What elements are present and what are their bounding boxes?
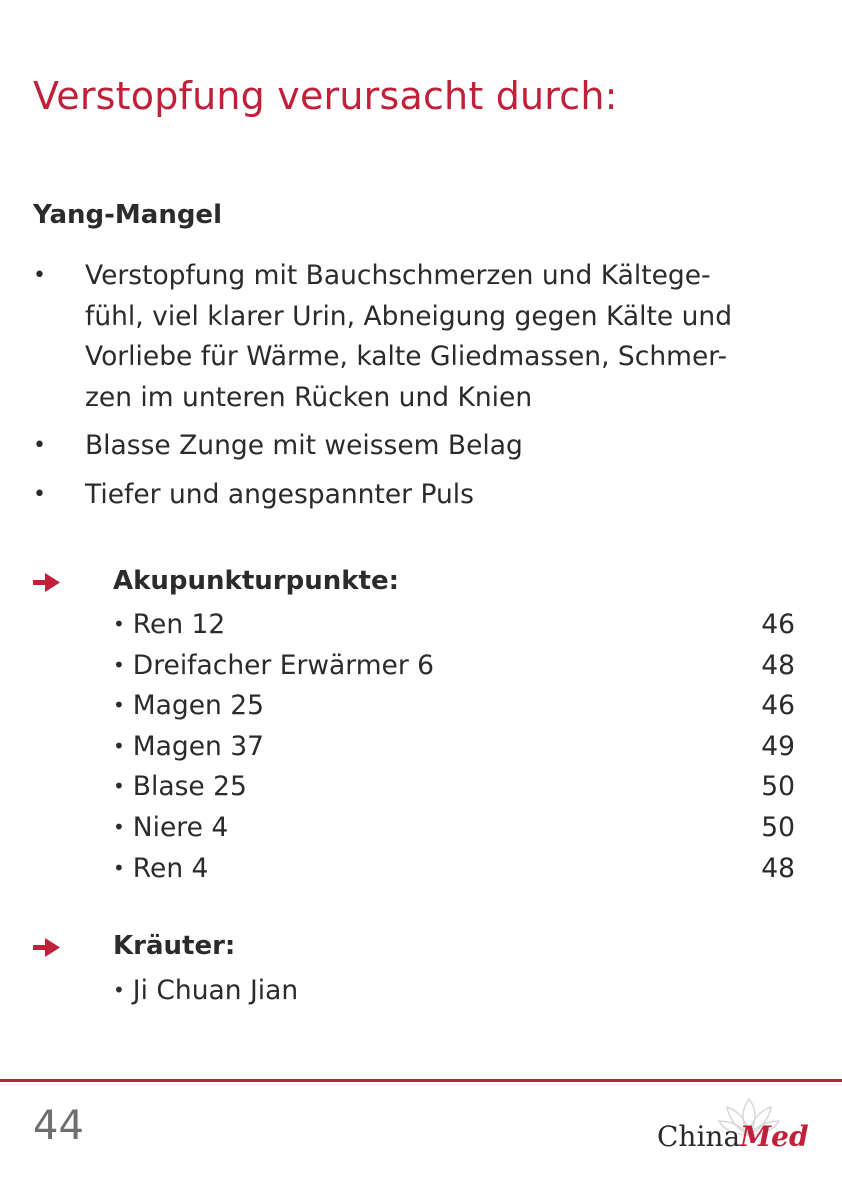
acupuncture-heading: Akupunkturpunkte:: [113, 566, 399, 596]
arrow-right-icon: [33, 572, 61, 594]
acupoint-row: [113, 727, 795, 768]
acupoint-name: • Ren 12: [113, 605, 225, 647]
logo-wordmark: [657, 1120, 809, 1153]
acupoint-page: 46: [761, 690, 795, 722]
symptom-item: [33, 256, 813, 418]
symptom-line: Tiefer und angespannter Puls: [85, 478, 474, 510]
symptom-line: zen im unteren Rücken und Knien: [85, 381, 533, 413]
acupoint-page: 50: [761, 811, 795, 843]
footer-divider: [0, 1079, 842, 1082]
chinamed-logo: [655, 1095, 815, 1157]
symptom-list: [33, 256, 813, 523]
acupoint-page: 48: [761, 852, 795, 884]
acupoint-name: • Magen 37: [113, 727, 264, 769]
acupoint-name: • Blase 25: [113, 767, 247, 809]
acupoint-row: [113, 808, 795, 849]
acupoint-name: • Dreifacher Erwärmer 6: [113, 646, 434, 688]
section-heading: Yang-Mangel: [33, 200, 222, 230]
acupoint-row: [113, 646, 795, 687]
bullet-marker: •: [33, 481, 46, 507]
symptom-line: Vorliebe für Wärme, kalte Gliedmassen, Schmer-: [85, 341, 728, 372]
acupoint-name: • Magen 25: [113, 686, 264, 728]
acupoint-page: 50: [761, 771, 795, 803]
herbs-heading: Kräuter:: [113, 931, 236, 961]
arrow-right-icon: [33, 937, 61, 959]
bullet-marker: •: [33, 263, 46, 288]
acupoint-page: 46: [761, 609, 795, 640]
acupoint-page: 49: [761, 730, 795, 762]
acupoint-page: 48: [761, 649, 795, 681]
page-title: Verstopfung verursacht durch:: [33, 74, 618, 118]
symptom-line: fühl, viel klarer Urin, Abneigung gegen Kälte und: [85, 300, 733, 332]
symptom-line: Verstopfung mit Bauchschmerzen und Kältege-: [85, 260, 711, 291]
acupoint-name: • Ren 4: [113, 849, 208, 891]
acupuncture-list: [113, 605, 795, 889]
logo-text-med: Med: [740, 1120, 809, 1153]
acupoint-name: • Niere 4: [113, 808, 228, 850]
herb-name: • Ji Chuan Jian: [113, 971, 298, 1013]
herb-row: [113, 971, 795, 1012]
symptom-item: [33, 426, 813, 467]
acupoint-row: [113, 605, 795, 646]
page-number: 44: [33, 1103, 84, 1149]
acupoint-row: [113, 849, 795, 890]
bullet-marker: •: [33, 433, 46, 458]
logo-text-china: China: [657, 1120, 741, 1153]
symptom-item: [33, 475, 813, 516]
acupoint-row: [113, 767, 795, 808]
acupoint-row: [113, 686, 795, 727]
symptom-line: Blasse Zunge mit weissem Belag: [85, 430, 523, 461]
herbs-list: [113, 971, 795, 1012]
